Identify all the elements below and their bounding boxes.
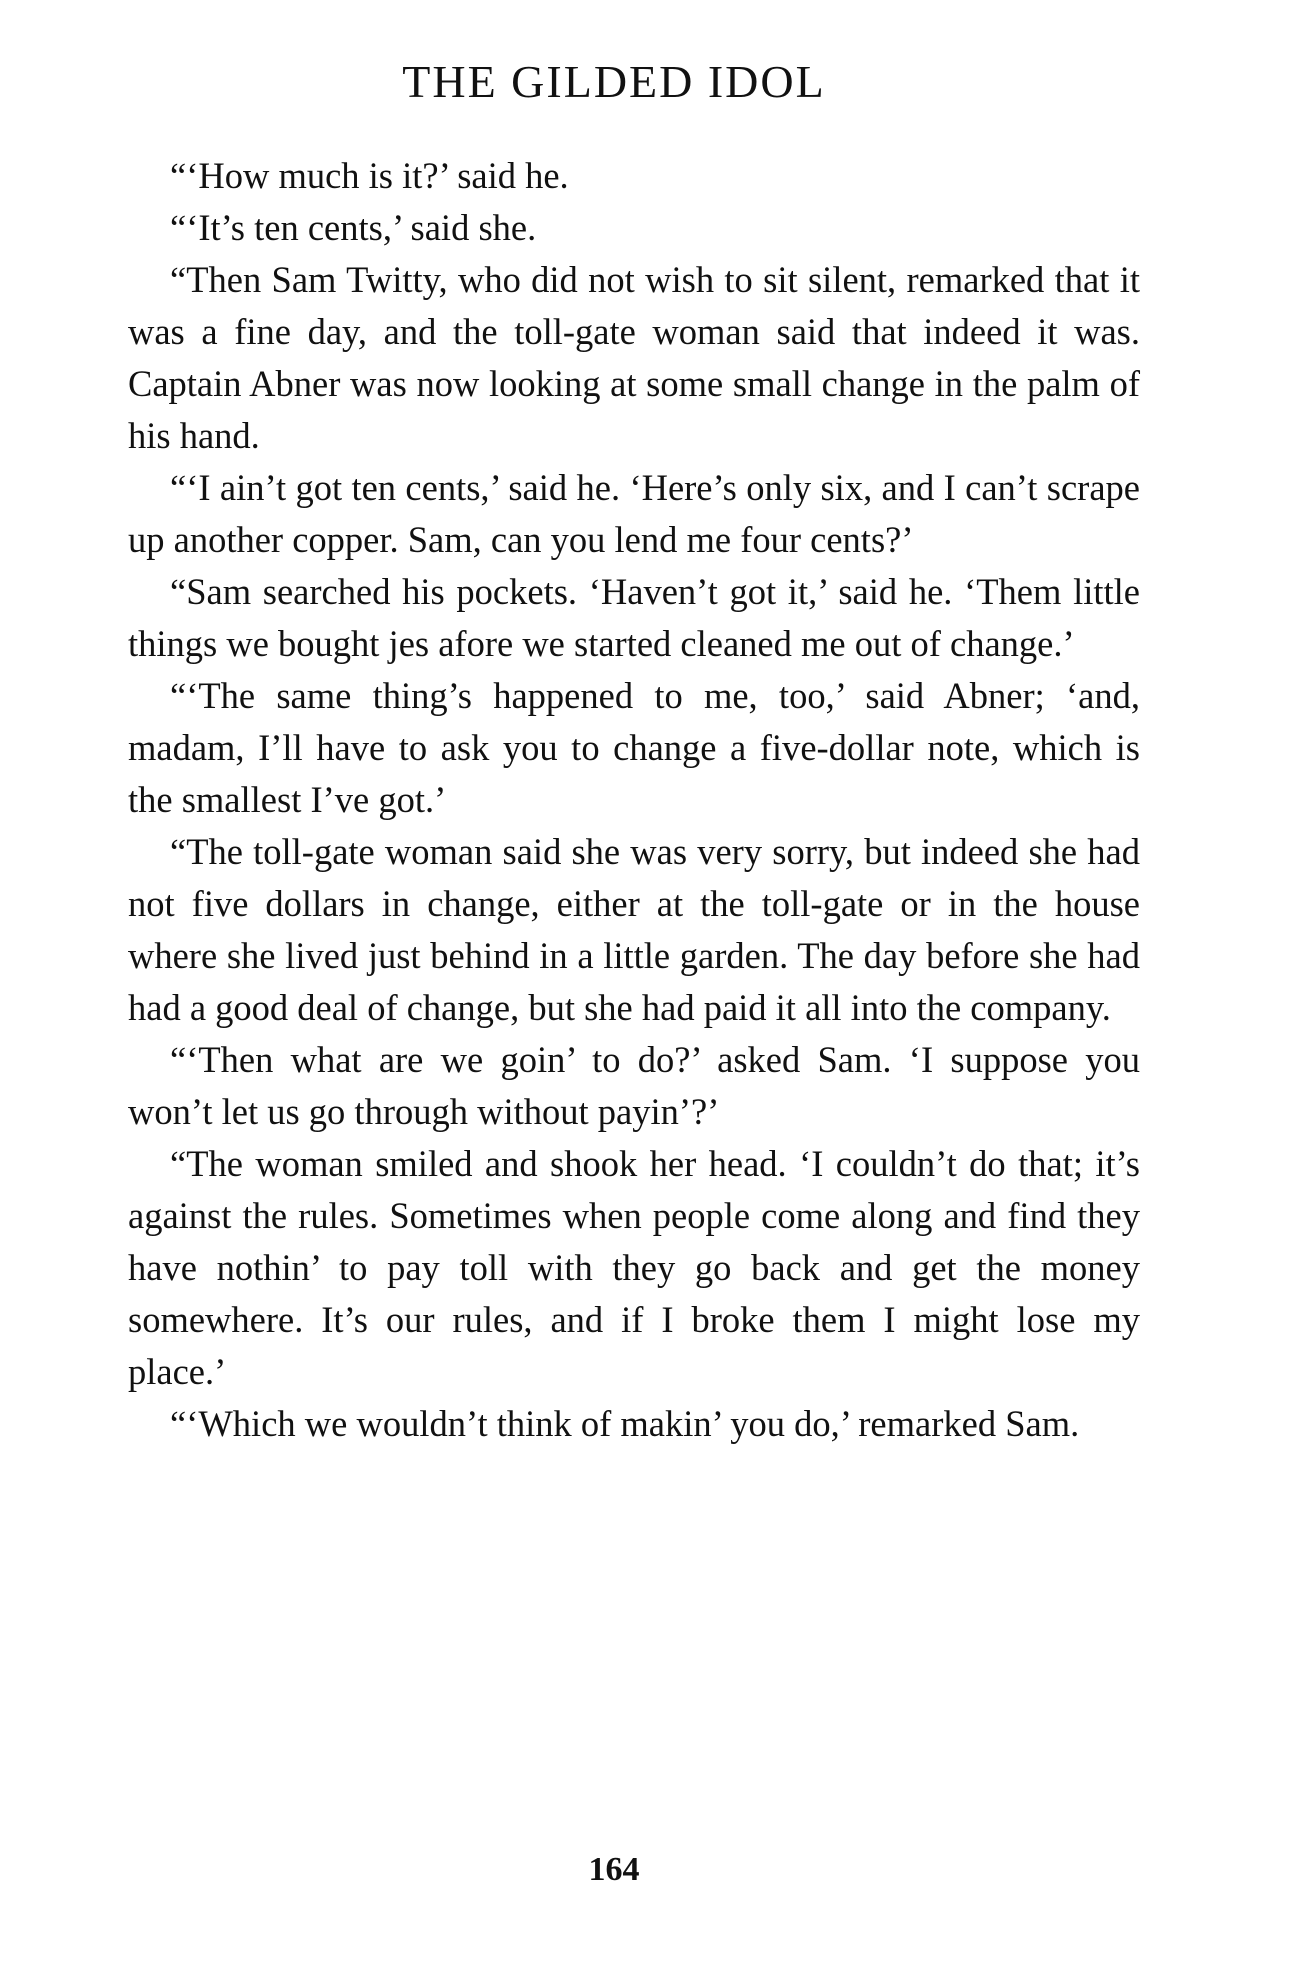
running-head: THE GILDED IDOL bbox=[402, 56, 826, 107]
body-text bbox=[128, 150, 1140, 1450]
paragraph: “‘It’s ten cents,’ said she. bbox=[170, 207, 537, 248]
paragraph: “Sam searched his pockets. ‘Haven’t got it,’ said he. ‘Them little things we bought jes afore we started cleaned me out of change.’ bbox=[128, 571, 1140, 664]
page-number: 164 bbox=[588, 1851, 640, 1888]
paragraph: “‘Which we wouldn’t think of makin’ you do,’ remarked Sam. bbox=[170, 1403, 1080, 1444]
paragraph: “‘The same thing’s happened to me, too,’ said Abner; ‘and, madam, I’ll have to ask you to change a five-dollar note, which is the smallest I’ve got.’ bbox=[128, 675, 1140, 820]
paragraph: “The toll-gate woman said she was very sorry, but indeed she had not five dollars in change, either at the toll-gate or in the house where she lived just behind in a little garden. The day before she had had a good deal of change, but she had paid it all into the company. bbox=[128, 831, 1140, 1028]
paragraph: “‘I ain’t got ten cents,’ said he. ‘Here’s only six, and I can’t scrape up another copper. Sam, can you lend me four cents?’ bbox=[128, 467, 1140, 560]
paragraph: “‘Then what are we goin’ to do?’ asked Sam. ‘I suppose you won’t let us go through without payin’?’ bbox=[128, 1039, 1140, 1132]
paragraph: “Then Sam Twitty, who did not wish to sit silent, remarked that it was a fine day, and the toll-gate woman said that indeed it was. Captain Abner was now looking at some small change in the palm of his hand. bbox=[128, 259, 1140, 456]
paragraph: “The woman smiled and shook her head. ‘I couldn’t do that; it’s against the rules. Sometimes when people come along and find they have nothin’ to pay toll with they go back and get the money somewhere. It’s our rules, and if I broke them I might lose my place.’ bbox=[128, 1143, 1140, 1392]
paragraph: “‘How much is it?’ said he. bbox=[170, 155, 569, 196]
